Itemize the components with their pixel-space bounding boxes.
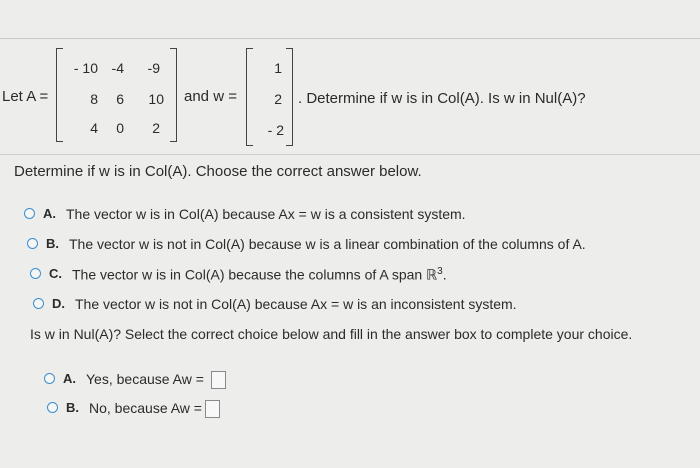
section-divider bbox=[0, 154, 700, 155]
matrix-a-cell: 6 bbox=[116, 91, 124, 107]
option-text: No, because Aw = bbox=[89, 400, 202, 416]
matrix-a-cell: 2 bbox=[152, 120, 160, 136]
option-letter: C. bbox=[49, 266, 62, 281]
matrix-a-cell: -9 bbox=[147, 60, 160, 76]
vector-w-cell: - 2 bbox=[267, 122, 284, 138]
option-letter: A. bbox=[43, 206, 56, 221]
part2-prompt: Is w in Nul(A)? Select the correct choice below and fill in the answer box to complete your choice. bbox=[30, 326, 633, 342]
question-text: . Determine if w is in Col(A). Is w in Nul(A)? bbox=[298, 90, 586, 107]
option-letter: A. bbox=[63, 371, 76, 386]
answer-input-box[interactable] bbox=[211, 371, 226, 389]
matrix-a-cell: 8 bbox=[90, 91, 98, 107]
vector-w-cell: 2 bbox=[274, 91, 282, 107]
part1-prompt: Determine if w is in Col(A). Choose the correct answer below. bbox=[14, 163, 422, 180]
let-a-label: Let A = bbox=[2, 88, 49, 105]
option-text bbox=[72, 266, 447, 284]
radio-button[interactable] bbox=[47, 402, 58, 413]
option-text-tail: . bbox=[442, 266, 447, 283]
vector-w-cell: 1 bbox=[274, 60, 282, 76]
radio-button[interactable] bbox=[27, 238, 38, 249]
option-text: The vector w is not in Col(A) because w is a linear combination of the columns of A. bbox=[69, 236, 586, 252]
and-w-label: and w = bbox=[184, 88, 237, 105]
option-letter: B. bbox=[46, 236, 59, 251]
radio-button[interactable] bbox=[30, 268, 41, 279]
vector-w-right-bracket bbox=[286, 48, 293, 146]
radio-button[interactable] bbox=[44, 373, 55, 384]
vector-w bbox=[246, 48, 298, 144]
matrix-a-cell: - 10 bbox=[73, 60, 98, 76]
matrix-a-cell: -4 bbox=[111, 60, 124, 76]
matrix-a-cell: 10 bbox=[148, 91, 164, 107]
option-text: The vector w is in Col(A) because Ax = w is a consistent system. bbox=[66, 206, 466, 222]
superscript-three: 3 bbox=[437, 266, 443, 277]
radio-button[interactable] bbox=[24, 208, 35, 219]
option-text: Yes, because Aw = bbox=[86, 371, 204, 387]
radio-button[interactable] bbox=[33, 298, 44, 309]
matrix-a-cell: 0 bbox=[116, 120, 124, 136]
matrix-a bbox=[56, 48, 180, 144]
matrix-a-cell: 4 bbox=[90, 120, 98, 136]
matrix-a-right-bracket bbox=[170, 48, 177, 142]
matrix-a-left-bracket bbox=[56, 48, 63, 142]
option-text: The vector w is not in Col(A) because Ax = w is an inconsistent system. bbox=[75, 296, 517, 312]
answer-input-box[interactable] bbox=[205, 400, 220, 418]
top-divider bbox=[0, 38, 700, 39]
option-letter: D. bbox=[52, 296, 65, 311]
option-text-main: The vector w is in Col(A) because the columns of A span ℝ bbox=[72, 266, 438, 283]
option-letter: B. bbox=[66, 400, 79, 415]
